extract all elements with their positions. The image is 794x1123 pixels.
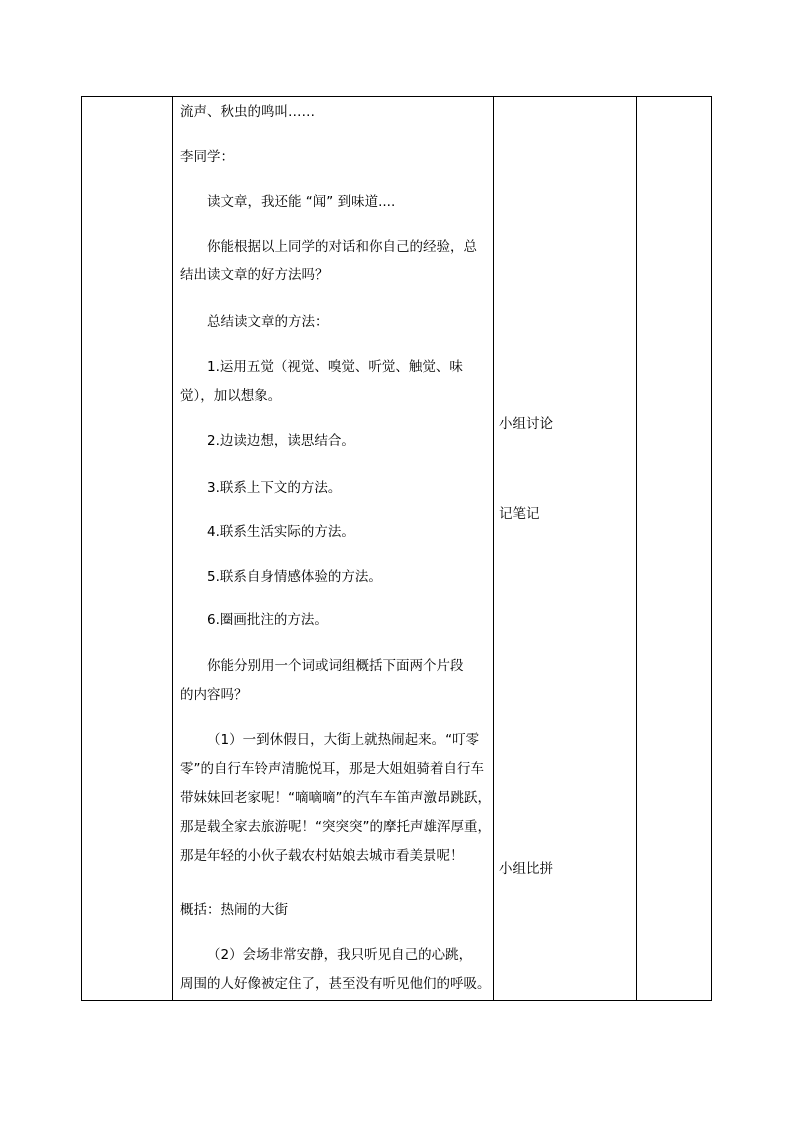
content-line: （2）会场非常安静，我只听见自己的心跳，: [207, 947, 473, 963]
content-line: 你能根据以上同学的对话和你自己的经验，总: [207, 239, 477, 255]
content-line: 结出读文章的好方法吗？: [180, 267, 329, 283]
activity-group-competition: 小组比拼: [499, 861, 553, 877]
content-line: 流声、秋虫的鸣叫……: [180, 104, 315, 120]
activity-group-discussion: 小组讨论: [499, 416, 553, 432]
content-line: 1.运用五觉（视觉、嗅觉、听觉、触觉、味: [207, 359, 463, 375]
content-line: 周围的人好像被定住了，甚至没有听见他们的呼吸。: [180, 976, 491, 992]
content-line: 的内容吗？: [180, 687, 248, 703]
activity-take-notes: 记笔记: [499, 506, 540, 522]
content-line: 你能分别用一个词或词组概括下面两个片段: [207, 658, 464, 674]
content-line: 3.联系上下文的方法。: [207, 480, 342, 496]
content-line: 4.联系生活实际的方法。: [207, 524, 355, 540]
content-line: 读文章，我还能 “闻” 到味道....: [207, 194, 396, 210]
content-line: 总结读文章的方法：: [207, 314, 329, 330]
content-line: 6.圈画批注的方法。: [207, 612, 328, 628]
content-line: 带妹妹回老家呢！“嘀嘀嘀”的汽车车笛声激昂跳跃，: [180, 790, 491, 806]
content-line: （1）一到休假日，大街上就热闹起来。“叮零: [207, 732, 480, 748]
content-line: 2.边读边想，读思结合。: [207, 433, 355, 449]
content-line: 那是年轻的小伙子载农村姑娘去城市看美景呢！: [180, 848, 464, 864]
content-line: 概括：热闹的大街: [180, 902, 288, 918]
content-line: 那是载全家去旅游呢！“突突突”的摩托声雄浑厚重，: [180, 819, 491, 835]
content-line: 觉），加以想象。: [180, 388, 282, 404]
column-divider: [493, 97, 494, 1000]
column-divider: [636, 97, 637, 1000]
content-line: 零”的自行车铃声清脆悦耳，那是大姐姐骑着自行车: [180, 761, 484, 777]
content-line: 李同学：: [180, 149, 234, 165]
content-line: 5.联系自身情感体验的方法。: [207, 569, 382, 585]
column-divider: [172, 97, 173, 1000]
